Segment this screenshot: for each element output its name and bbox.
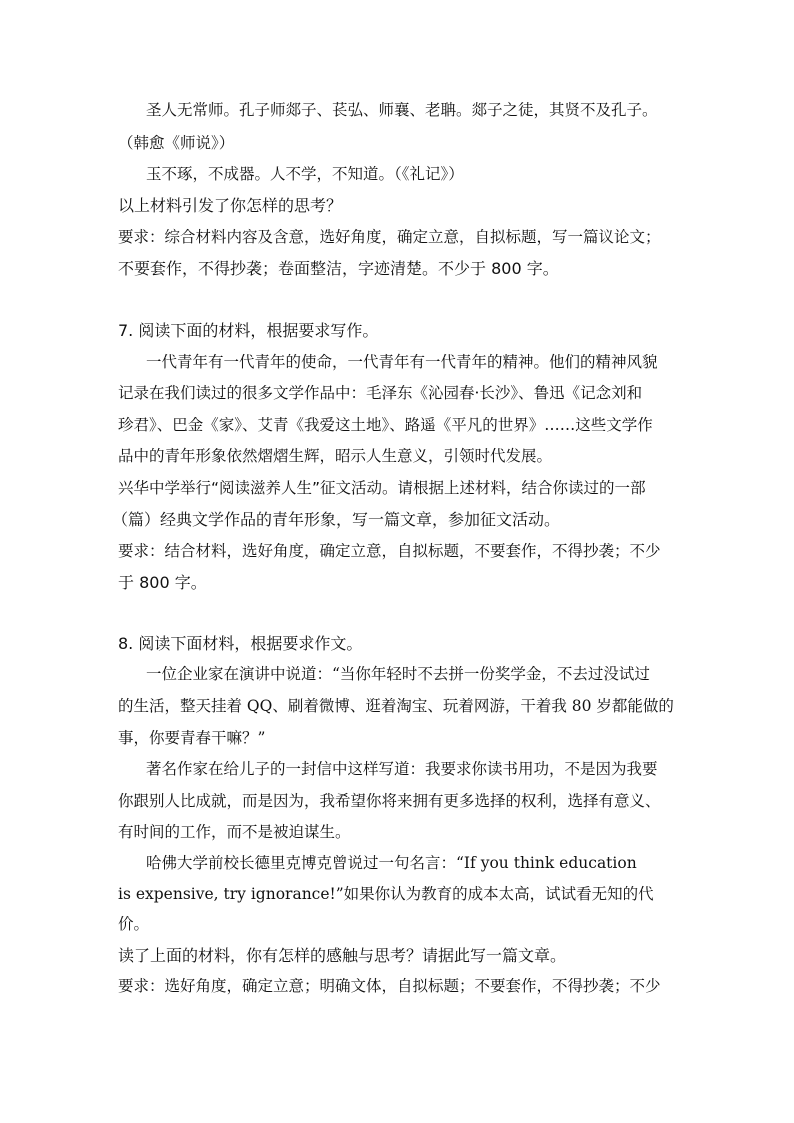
q8-p3-line1: 哈佛大学前校长德里克博克曾说过一句名言：“If you think education bbox=[146, 854, 637, 872]
q8-p3-line2: is expensive, try ignorance!”如果你认为教育的成本太高，试试看无知的代 bbox=[118, 885, 654, 903]
q8-p2-line1: 著名作家在给儿子的一封信中这样写道：我要求你读书用功，不是因为我要 bbox=[146, 760, 658, 778]
q7-requirements-line1: 要求：结合材料，选好角度，确定立意，自拟标题，不要套作，不得抄袭；不少 bbox=[118, 542, 661, 560]
q8-heading: 8. 阅读下面材料，根据要求作文。 bbox=[118, 634, 363, 653]
q8-p1-line1: 一位企业家在演讲中说道：“当你年轻时不去拼一份奖学金，不去过没试过 bbox=[146, 665, 650, 683]
q8-p3-line3: 价。 bbox=[118, 915, 150, 933]
requirements-line2: 不要套作，不得抄袭；卷面整洁，字迹清楚。不少于 800 字。 bbox=[118, 259, 559, 278]
q7-material-line1: 一代青年有一代青年的使命，一代青年有一代青年的精神。他们的精神风貌 bbox=[146, 353, 658, 371]
q8-question: 读了上面的材料，你有怎样的感触与思考？请据此写一篇文章。 bbox=[118, 946, 567, 965]
q7-task-line1: 兴华中学举行“阅读滋养人生”征文活动。请根据上述材料，结合你读过的一部 bbox=[118, 479, 646, 497]
q7-material-line3: 珍君》、巴金《家》、艾青《我爱这土地》、路遥《平凡的世界》……这些文学作 bbox=[118, 416, 653, 434]
quote-shishuo-line1: 圣人无常师。孔子师郯子、苌弘、师襄、老聃。郯子之徒，其贤不及孔子。 bbox=[146, 101, 658, 119]
q8-p2-line3: 有时间的工作，而不是被迫谋生。 bbox=[118, 823, 351, 841]
q8-p1-line3: 事，你要青春干嘛？” bbox=[118, 729, 266, 747]
requirements-line1: 要求：综合材料内容及含意，选好角度，确定立意，自拟标题，写一篇议论文； bbox=[118, 228, 661, 246]
q7-material-line2: 记录在我们读过的很多文学作品中：毛泽东《沁园春·长沙》、鲁迅《记念刘和 bbox=[118, 384, 643, 402]
q8-p2-line2: 你跟别人比成就，而是因为，我希望你将来拥有更多选择的权利，选择有意义、 bbox=[118, 792, 661, 810]
q7-requirements-line2: 于 800 字。 bbox=[118, 573, 207, 592]
q7-task-line2: （篇）经典文学作品的青年形象，写一篇文章，参加征文活动。 bbox=[112, 510, 561, 529]
q7-material-line4: 品中的青年形象依然熠熠生辉，昭示人生意义，引领时代发展。 bbox=[118, 447, 553, 465]
quote-liji: 玉不琢，不成器。人不学，不知道。（《礼记》） bbox=[146, 165, 464, 183]
quote-shishuo-line2: （韩愈《师说》） bbox=[118, 134, 235, 152]
q8-requirements-line1: 要求：选好角度，确定立意；明确文体，自拟标题；不要套作，不得抄袭；不少 bbox=[118, 977, 661, 995]
q7-heading: 7. 阅读下面的材料，根据要求写作。 bbox=[118, 321, 379, 340]
q8-p1-line2: 的生活，整天挂着 QQ、刷着微博、逛着淘宝、玩着网游，干着我 80 岁都能做的 bbox=[118, 697, 674, 715]
question-text: 以上材料引发了你怎样的思考？ bbox=[118, 196, 343, 215]
